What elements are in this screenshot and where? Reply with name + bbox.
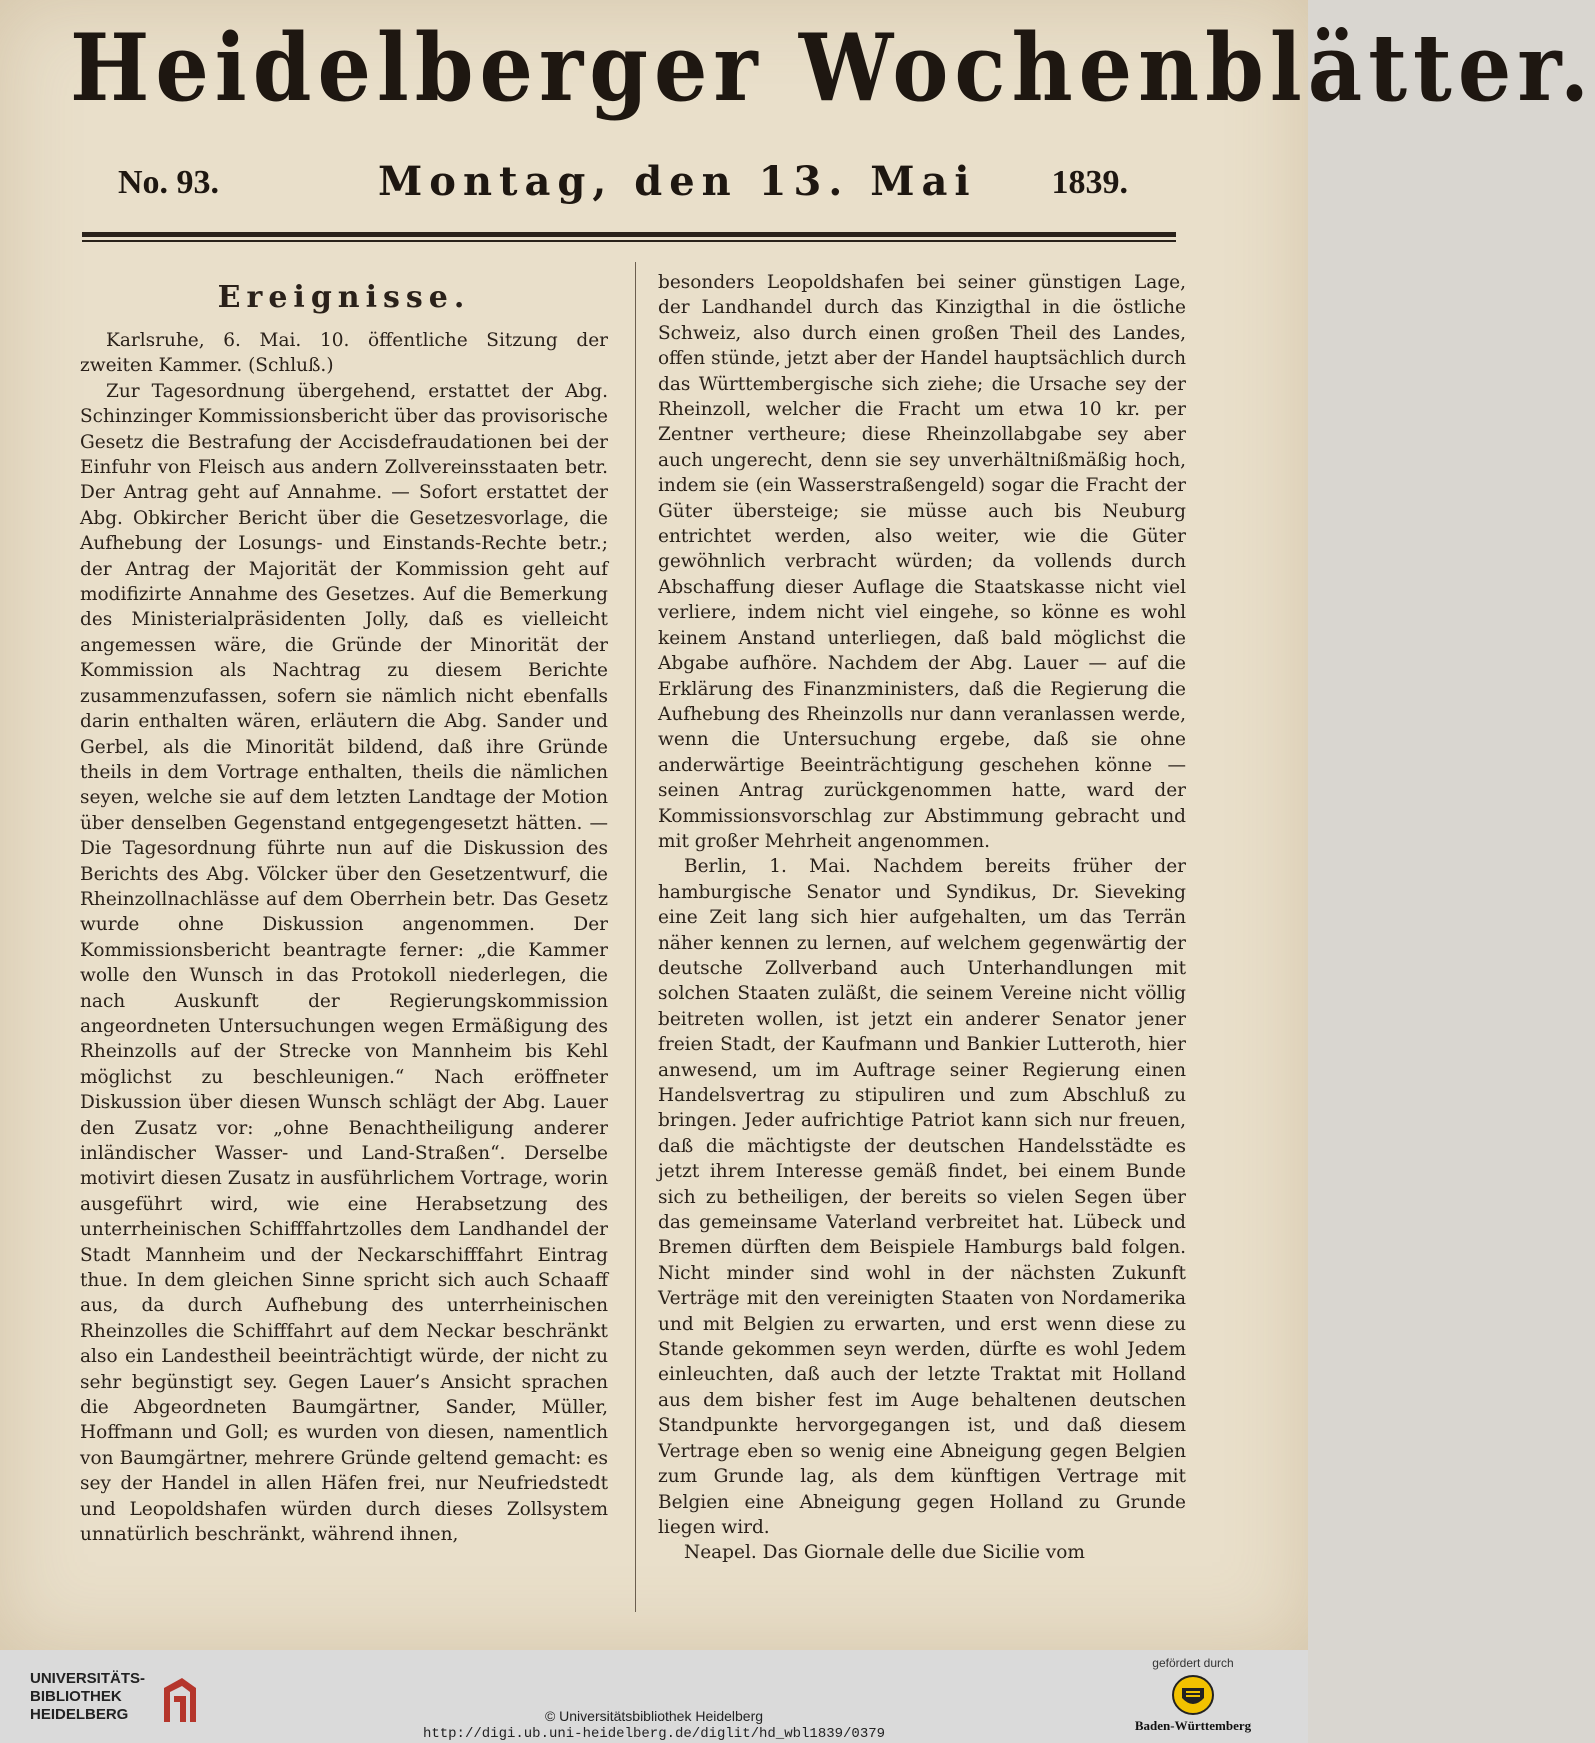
copyright-notice: © Universitätsbibliothek Heidelberg: [544, 1708, 764, 1724]
article-paragraph: Neapel. Das Giornale delle due Sicilie vom: [684, 1542, 1085, 1564]
issue-year: 1839.: [1051, 164, 1128, 201]
article-paragraph: Zur Tagesordnung übergehend, erstattet der Abg. Schinzinger Kommissionsbericht über das provisorische Gesetz die Bestrafung der Accisdefraudationen bei der Einfuhr von Fleisch aus andern Zollvereinsstaaten betr. Der Antrag geht auf Annahme. — Sofort erstattet der Abg. Obkircher Bericht über die Gesetzesvorlage, die Aufhebung der Losungs- und Einstands-Rechte betr.; der Antrag der Majorität der Kommission geht auf modifizirte Annahme des Gesetzes. Auf die Bemerkung des Ministerialpräsidenten Jolly, daß es vielleicht angemessen wäre, die Gründe der Minorität der Kommission als Nachtrag zu diesem Berichte zusammenzufassen, sofern sie nämlich nicht ebenfalls darin enthalten wären, erläutern die Abg. Sander und Gerbel, als die Minorität bildend, daß ihre Gründe theils in dem Vortrage enthalten, theils die nämlichen seyen, welche sie auf dem letzten Landtage der Motion über denselben Gegenstand entgegengesetzt hätten. — Die Tagesordnung führte nun auf die Diskussion des Berichts des Abg. Völcker über den Gesetzentwurf, die Rheinzollnachlässe auf dem Oberrhein betr. Das Gesetz wurde ohne Diskussion angenommen. Der Kommissionsbericht beantragte ferner: „die Kammer wolle den Wunsch in das Protokoll niederlegen, die nach Auskunft der Regierungskommission angeordneten Untersuchungen wegen Ermäßigung des Rheinzolls auf der Strecke von Mannheim bis Kehl möglichst zu beschleunigen.“ Nach eröffneter Diskussion über diesen Wunsch schlägt der Abg. Lauer den Zusatz vor: „ohne Benachtheiligung anderer inländischer Wasser- und Land-Straßen“. Derselbe motivirt diesen Zusatz in ausführlichem Vortrage, worin ausgeführt wird, wie eine Herabsetzung des unterrheinischen Schifffahrtzolles dem Landhandel der Stadt Mannheim und der Neckarschifffahrt Eintrag thue. In dem gleichen Sinne spricht sich auch Schaaff aus, da durch Aufhebung des unterrheinischen Rheinzolles die Schifffahrt auf dem Neckar beschränkt also ein Landestheil beeinträchtigt würde, der nicht zu sehr begünstigt sey. Gegen Lauer’s Ansicht sprachen die Abgeordneten Baumgärtner, Sander, Müller, Hoffmann und Goll; es wurden von diesen, namentlich von Baumgärtner, mehrere Gründe geltend gemacht: es sey der Handel in allen Häfen frei, nur Neufriedstedt und Leopoldshafen würden durch dieses Zollsystem unnatürlich beschränkt, während ihnen,: [80, 380, 608, 1546]
section-heading: Ereignisse.: [217, 280, 471, 315]
article-paragraph: Berlin, 1. Mai. Nachdem bereits früher der hamburgische Senator und Syndikus, Dr. Sieveking eine Zeit lang sich hier aufgehalten, um das Terrän näher kennen zu lernen, auf welchem gegenwärtig der deutsche Zollverband auch Unterhandlungen mit solchen Staaten zuläßt, die seinem Vereine nicht völlig beitreten wollen, ist jetzt ein anderer Senator jener freien Stadt, der Kaufmann und Bankier Lutteroth, hier anwesend, um im Auftrage seiner Regierung einen Handelsvertrag zu stipuliren und zum Abschluß zu bringen. Jeder aufrichtige Patriot kann sich nur freuen, daß die mächtigste der deutschen Handelsstädte es jetzt ihrem Interesse gemäß findet, bei einem Bunde sich zu betheiligen, der bereits so vielen Segen über das gemeinsame Vaterland verbreitet hat. Lübeck und Bremen dürften dem Beispiele Hamburgs bald folgen. Nicht minder sind wohl in der nächsten Zukunft Verträge mit den vereinigten Staaten von Nordamerika und mit Belgien zu erwarten, und erst wenn diese zu Stande gekommen seyn werden, dürfte es wohl Jedem einleuchten, daß auch der letzte Traktat mit Holland aus dem bisher fest im Auge behaltenen deutschen Standpunkte hervorgegangen ist, und daß diesem Vertrage eben so wenig eine Abneigung gegen Belgien zum Grunde lag, als dem künftigen Vertrage mit Belgien eine Abneigung gegen Holland zu Grunde liegen wird.: [658, 856, 1186, 1538]
funder-name: Baden-Württemberg: [1134, 1718, 1252, 1733]
library-line: HEIDELBERG: [30, 1706, 129, 1723]
right-column: [658, 270, 1186, 1566]
viewer-footer: [0, 1650, 1308, 1743]
permalink-url[interactable]: http://digi.ub.uni-heidelberg.de/diglit/hd_wbl1839/0379: [422, 1726, 886, 1742]
library-line: UNIVERSITÄTS-: [30, 1670, 146, 1687]
article-paragraph: Karlsruhe, 6. Mai. 10. öffentliche Sitzung der zweiten Kammer. (Schluß.): [80, 330, 608, 377]
issue-number: No. 93.: [118, 164, 220, 201]
funding-notice[interactable]: [1118, 1656, 1268, 1734]
left-column: [80, 270, 608, 1548]
masthead-rule-thin: [82, 240, 1176, 242]
funded-by-label: gefördert durch: [1152, 1656, 1234, 1670]
masthead-rule-thick: [82, 232, 1176, 237]
dateline: [118, 158, 1138, 218]
article-paragraph: besonders Leopoldshafen bei seiner günstigen Lage, der Landhandel durch das Kinzigthal in die östliche Schweiz, also durch einen großen Theil des Landes, offen stünde, jetzt aber der Handel hauptsächlich durch das Württembergische sich ziehe; die Ursache sey der Rheinzoll, welcher die Fracht um etwa 10 kr. per Zentner vertheure; diese Rheinzollabgabe sey aber auch ungerecht, denn sie sey unverhältnißmäßig hoch, indem sie (ein Wasserstraßengeld) sogar die Fracht der Güter übersteige; sie müsse auch bis Neuburg entrichtet werden, also weiter, wie die Güter gewöhnlich verbracht würden; da vollends durch Abschaffung dieser Auflage die Staatskasse nicht viel verliere, indem nicht viel eingehe, so könne es wohl keinem Anstand unterliegen, daß bald möglichst die Abgabe aufhöre. Nachdem der Abg. Lauer — auf die Erklärung des Finanzministers, daß die Regierung die Aufhebung des Rheinzolls nur dann veranlassen werde, wenn die Untersuchung ergebe, daß sie ohne anderwärtige Beeinträchtigung geschehen könne — seinen Antrag zurückgenommen hatte, ward der Kommissionsvorschlag zur Abstimmung gebracht und mit großer Mehrheit angenommen.: [658, 272, 1186, 852]
masthead-title: Heidelberger Wochenblätter.: [70, 13, 1595, 122]
library-line: BIBLIOTHEK: [30, 1688, 122, 1705]
issue-date: Montag, den 13. Mai: [378, 158, 977, 205]
column-divider: [635, 262, 636, 1612]
state-crest-icon: [1172, 1674, 1214, 1716]
